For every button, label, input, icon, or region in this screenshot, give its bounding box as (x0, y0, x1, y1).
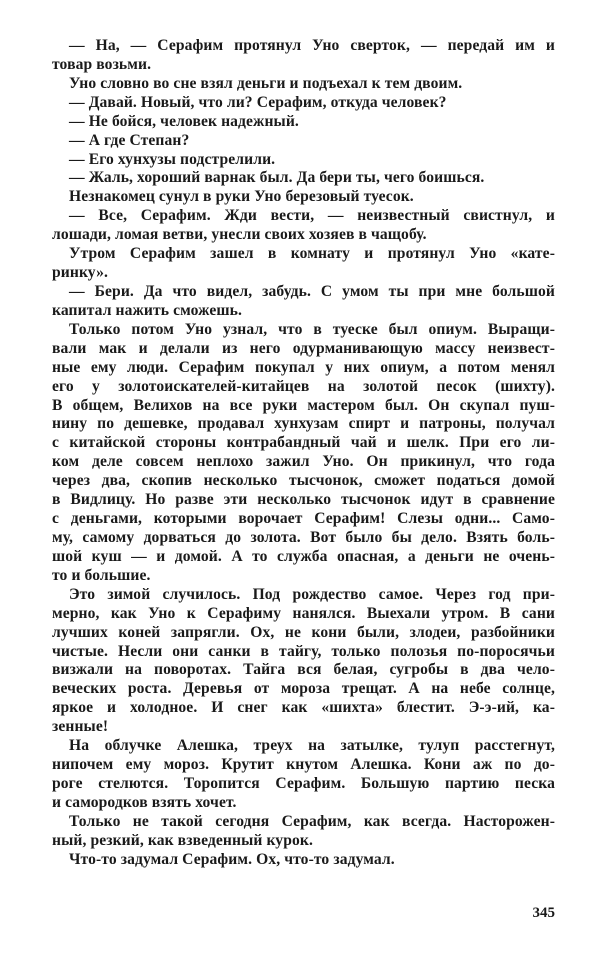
text-line: ные ему люди. Серафим покупал у них опиум, а потом менял (52, 358, 555, 376)
text-line: — Не бойся, человек надежный. (69, 112, 299, 130)
text-line: лучших коней запрягли. Ох, не кони были, злодеи, разбойники (52, 623, 555, 641)
text-line: Это зимой случилось. Под рождество самое. Через год при- (69, 585, 555, 603)
paragraph (52, 737, 555, 813)
text-line: зенные! (52, 718, 109, 736)
text-line: Только потом Уно узнал, что в туеске был опиум. Выращи- (69, 320, 555, 338)
text-line: — Бери. Да что видел, забудь. С умом ты при мне большой (69, 282, 555, 300)
text-line: — Жаль, хороший варнак был. Да бери ты, чего боишься. (69, 169, 485, 187)
paragraph (52, 851, 555, 870)
text-line: мерно, как Уно к Серафиму нанялся. Выехали утром. В сани (52, 604, 555, 622)
paragraph (52, 113, 555, 132)
paragraph (52, 132, 555, 151)
text-line: — Его хунхузы подстрелили. (69, 150, 276, 168)
paragraph (52, 207, 555, 245)
text-line: нину по дешевке, продавал хунхузам спирт и патроны, получал (52, 415, 555, 433)
text-line: ринку». (52, 264, 108, 282)
text-line: с китайской стороны контрабандный чай и шелк. При его ли- (52, 434, 555, 452)
text-line: — Давай. Новый, что ли? Серафим, откуда человек? (69, 93, 447, 111)
paragraph (52, 94, 555, 113)
paragraph (52, 151, 555, 170)
text-line: через два, скопив несколько тысчонок, сможет податься домой (52, 472, 555, 490)
text-line: капитал нажить сможешь. (52, 301, 242, 319)
paragraph (52, 188, 555, 207)
text-line: то и большие. (52, 566, 151, 584)
page-body-text (52, 37, 555, 870)
paragraph (52, 321, 555, 586)
text-line: его у золотоискателей-китайцев на золотой песок (шихту). (52, 377, 555, 395)
text-line: Утром Серафим зашел в комнату и протянул Уно «кате- (69, 245, 555, 263)
paragraph (52, 37, 555, 75)
text-line: Что-то задумал Серафим. Ох, что-то задумал. (69, 850, 395, 868)
text-line: в Видлицу. Но разве эти несколько тысчонок идут в сравнение (52, 491, 555, 509)
page-number: 345 (532, 905, 555, 921)
text-line: лошади, ломая ветви, унесли своих хозяев в чащобу. (52, 226, 427, 244)
text-line: ный, резкий, как взведенный курок. (52, 831, 313, 849)
text-line: Незнакомец сунул в руки Уно березовый туесок. (69, 188, 414, 206)
text-line: с деньгами, которыми ворочает Серафим! Слезы одни... Само- (52, 510, 555, 528)
text-line: яркое и холодное. И снег как «шихта» блестит. Э-э-ий, ка- (52, 699, 555, 717)
text-line: вали мак и делали из него одурманивающую массу неизвест- (52, 339, 555, 357)
paragraph (52, 245, 555, 283)
text-line: — На, — Серафим протянул Уно сверток, — передай им и (69, 37, 555, 54)
paragraph (52, 586, 555, 737)
paragraph (52, 75, 555, 94)
text-line: Только не такой сегодня Серафим, как всегда. Насторожен- (69, 812, 555, 830)
text-line: В общем, Велихов на все руки мастером был. Он скупал пуш- (52, 396, 555, 414)
text-line: ком деле совсем неплохо зажил Уно. Он прикинул, что года (52, 453, 555, 471)
text-line: — А где Степан? (69, 131, 190, 149)
text-line: товар возьми. (52, 55, 152, 73)
text-line: нипочем ему мороз. Крутит кнутом Алешка. Кони аж по до- (52, 756, 555, 774)
text-line: чистые. Несли они санки в тайгу, только полозья по-поросячьи (52, 642, 555, 660)
paragraph (52, 283, 555, 321)
text-line: роге стелются. Торопится Серафим. Большую партию песка (52, 774, 555, 792)
text-line: Уно словно во сне взял деньги и подъехал к тем двоим. (69, 74, 463, 92)
text-line: — Все, Серафим. Жди вести, — неизвестный свистнул, и (69, 207, 555, 225)
text-line: визжали на поворотах. Тайга вся белая, сугробы в два чело- (52, 661, 555, 679)
paragraph (52, 813, 555, 851)
text-line: веческих роста. Деревья от мороза трещат. А на небе солнце, (52, 680, 555, 698)
text-line: На облучке Алешка, треух на затылке, тулуп расстегнут, (69, 737, 555, 755)
paragraph (52, 169, 555, 188)
text-line: и самородков взять хочет. (52, 793, 237, 811)
text-line: шой куш — и домой. А то служба опасная, а деньги не очень- (52, 547, 555, 565)
text-line: му, самому дорваться до золота. Вот было бы дело. Взять боль- (52, 528, 555, 546)
